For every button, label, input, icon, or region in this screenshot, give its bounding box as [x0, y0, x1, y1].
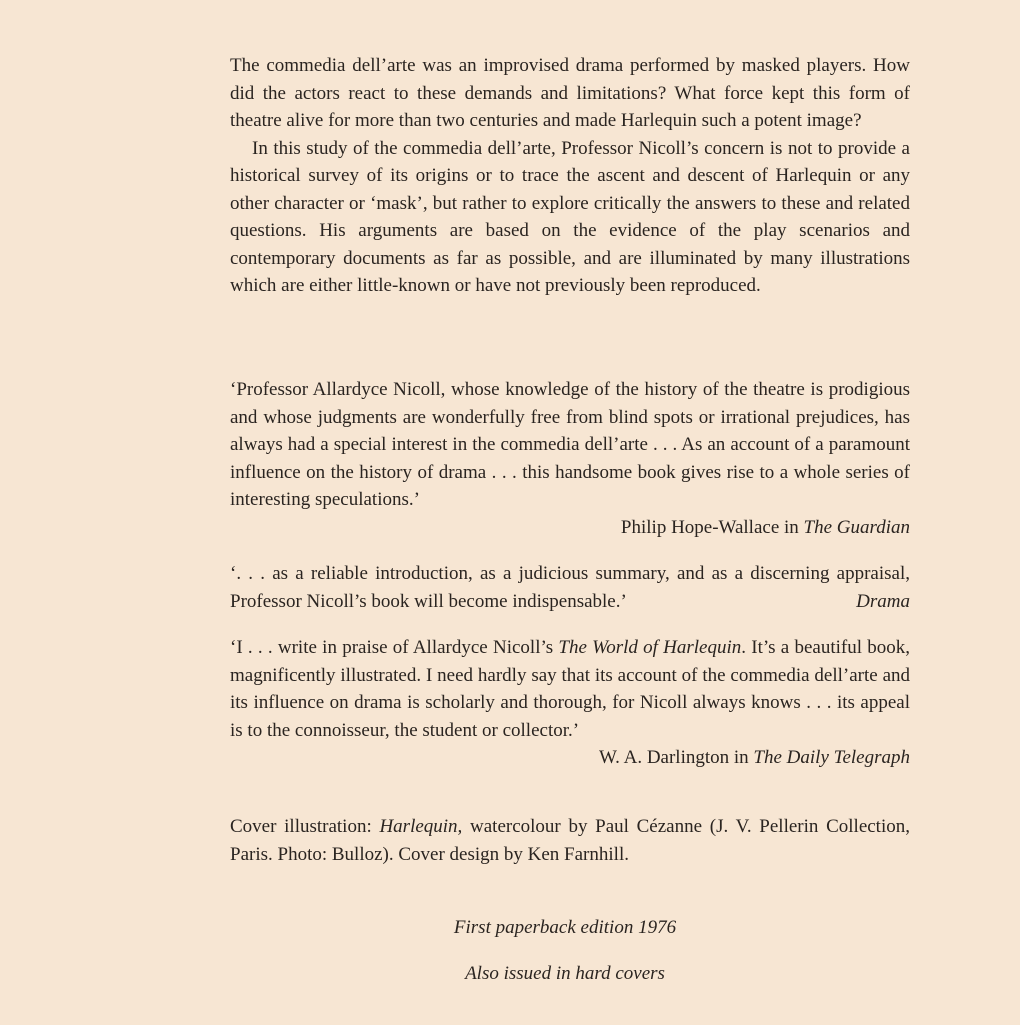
cover-credit-rest: watercolour by Paul Cézanne (J. V. Pellerin Collection, Paris. Photo: Bulloz). Cover design by Ken Farnhill. [230, 816, 910, 865]
book-title: The World of Harlequin [558, 637, 742, 658]
review-drama [230, 560, 910, 615]
review-quote: ‘. . . as a reliable introduction, as a judicious summary, and as a discerning appraisal, Professor Nicoll’s book will become indispensable.’ [230, 563, 910, 612]
review-guardian [230, 376, 910, 541]
cover-artwork-title: Harlequin, [379, 816, 463, 837]
also-issued-note: Also issued in hard covers [465, 963, 665, 984]
reviewer-name: W. A. Darlington in [598, 747, 749, 768]
blurb-paragraph-2: In this study of the commedia dell’arte, Professor Nicoll’s concern is not to provide a historical survey of its origins or to trace the ascent and descent of Harlequin or any other character or ‘mask’, but rather to explore critically the answers to these and related questions. His arguments are based on the evidence of the play scenarios and contemporary documents as far as possible, and are illuminated by many illustrations which are either little-known or have not previously been reproduced. [230, 137, 910, 296]
quote-text: . It’s a beautiful book, magnificently illustrated. I need hardly say that its account of the commedia dell’arte and its influence on drama is scholarly and thorough, for Nicoll always knows . . . its appeal is to the connoisseur, the student or collector.’ [230, 637, 911, 741]
review-attribution [230, 744, 910, 772]
review-quote [230, 634, 910, 744]
review-source: Drama [856, 590, 910, 612]
cover-credit-text [230, 813, 910, 868]
cover-credit [230, 813, 910, 868]
review-quote: ‘Professor Allardyce Nicoll, whose knowledge of the history of the theatre is prodigious and whose judgments are wonderfully free from blind spots or irrational prejudices, has always had a special interest in the commedia dell’arte . . . As an account of a paramount influence on the history of drama . . . this handsome book gives rise to a whole series of interesting speculations.’ [230, 379, 910, 510]
blurb-paragraph-1: The commedia dell’arte was an improvised drama performed by masked players. How did the actors react to these demands and limitations? What force kept this form of theatre alive for more than two centuries and made Harlequin such a potent image? [230, 55, 910, 131]
review-attribution [230, 514, 910, 542]
reviewer-name: Philip Hope-Wallace in [620, 516, 799, 538]
review-source: The Guardian [803, 516, 910, 538]
cover-label: Cover illustration: [230, 816, 372, 837]
quote-text: ‘I . . . write in praise of Allardyce Nicoll’s [230, 637, 559, 658]
review-source: The Daily Telegraph [753, 747, 910, 768]
review-telegraph [230, 634, 910, 772]
edition-note: First paperback edition 1976 [453, 917, 677, 938]
blurb-section [230, 52, 910, 300]
